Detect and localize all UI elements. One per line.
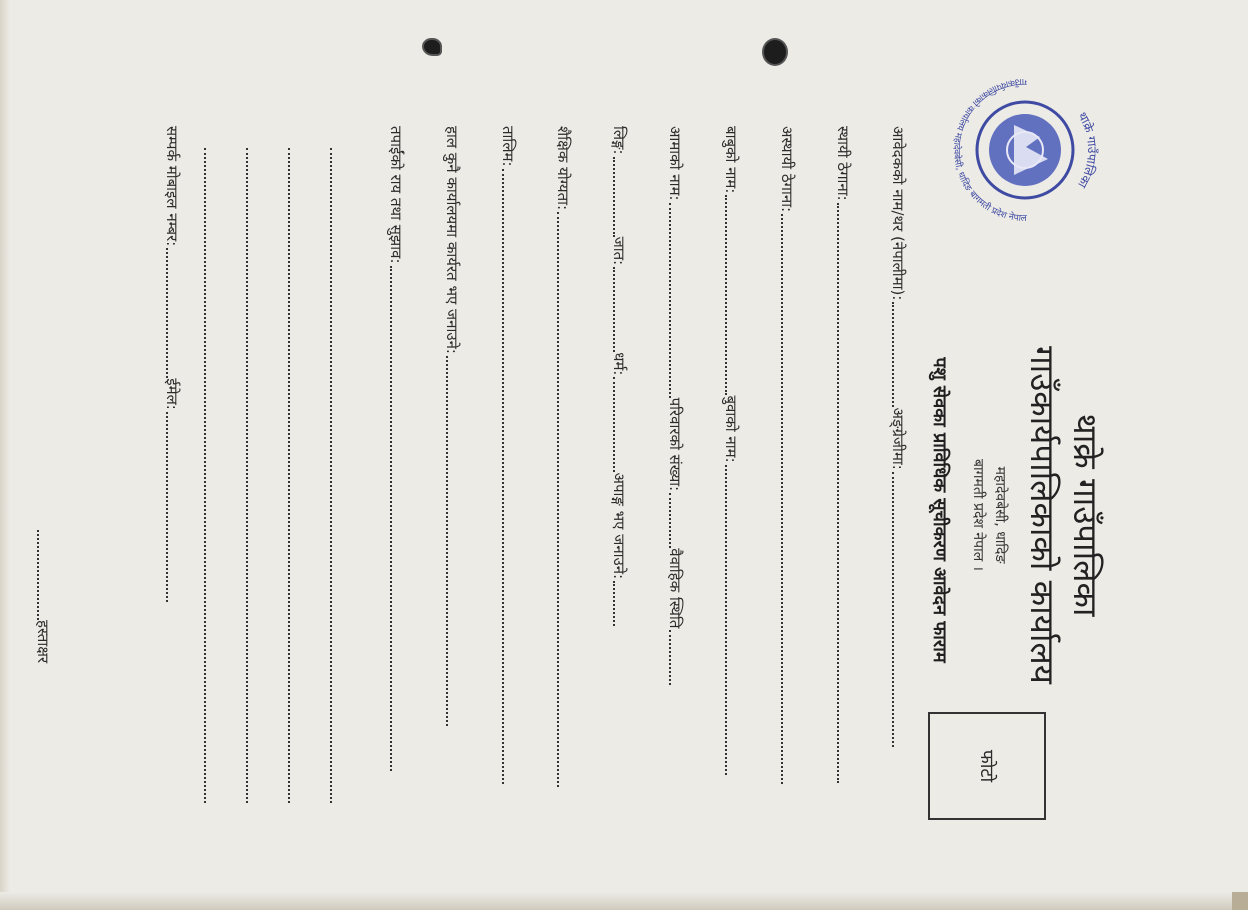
family-count-label: परिवारको संख्या: (666, 397, 684, 492)
signature-field[interactable] (37, 530, 39, 620)
mother-name-label: आमाको नाम: (666, 126, 684, 201)
gender-field[interactable] (613, 157, 615, 237)
blank-line[interactable] (330, 148, 332, 803)
svg-text:थाक्रे गाउँपालिका (1075, 110, 1099, 191)
temporary-address-row (777, 126, 799, 784)
disability-field[interactable] (613, 581, 615, 626)
form-title: पशु सेवका प्राविधिक सूचीकरण आवेदन फाराम (929, 357, 950, 663)
opinion-row (386, 126, 408, 771)
permanent-address-label: स्थायी ठेगाना: (834, 126, 852, 201)
seal-text-bottom: गाउँकार्यपालिकाको कार्यालय महादेवबेसी, धादिङ बागमती प्रदेश नेपाल (950, 75, 1027, 225)
marital-status-label: वैवाहिक स्थिति (666, 548, 684, 629)
grandfather-name-label: बुवाको नाम: (722, 395, 740, 463)
current-office-field[interactable] (446, 356, 448, 726)
family-count-field[interactable] (669, 493, 671, 548)
email-field[interactable] (166, 412, 168, 602)
religion-field[interactable] (613, 377, 615, 472)
marital-status-field[interactable] (669, 630, 671, 685)
training-label: तालिम: (499, 126, 517, 167)
photo-label: फोटो (976, 749, 997, 783)
current-office-label: हाल कुनै कार्यालयमा कार्यरत भए जनाउने: (443, 126, 461, 354)
address-line-2: बागमती प्रदेश नेपाल । (970, 459, 986, 571)
father-name-field[interactable] (725, 195, 727, 395)
municipality-seal-icon (940, 65, 1110, 235)
grandfather-name-field[interactable] (725, 465, 727, 775)
photo-box (928, 712, 1046, 820)
signature-label: हस्ताक्षर (34, 620, 52, 664)
religion-label: धर्म: (610, 352, 628, 376)
address-line-1: महादेवबेसी, धादिङ (992, 466, 1008, 564)
permanent-address-row (833, 126, 855, 783)
training-field[interactable] (502, 169, 504, 784)
temporary-address-field[interactable] (781, 214, 783, 784)
caste-label: जात: (610, 236, 628, 266)
office-title: गाउँकार्यपालिकाको कार्यालय (1023, 346, 1062, 684)
applicant-name-field[interactable] (892, 302, 894, 407)
applicant-name-en-field[interactable] (892, 472, 894, 747)
opinion-label: तपाईंको राय तथा सुझाव: (387, 126, 405, 264)
current-office-row (442, 126, 464, 726)
education-row (553, 126, 575, 787)
gender-label: लिङ्ग: (610, 126, 628, 155)
page-edge-bottom (0, 892, 1248, 910)
mother-name-field[interactable] (669, 203, 671, 398)
applicant-name-row (888, 126, 910, 747)
education-label: शैक्षिक योग्यता: (554, 126, 572, 211)
mobile-label: सम्पर्क मोबाइल नम्बर: (163, 126, 181, 247)
email-label: ईमेल: (163, 378, 181, 410)
signature-row (33, 530, 55, 665)
father-name-label: बाबुको नाम: (722, 126, 740, 194)
training-row (498, 126, 520, 784)
temporary-address-label: अस्थायी ठेगाना: (778, 126, 796, 213)
seal-text-top: थाक्रे गाउँपालिका (1075, 109, 1100, 191)
education-field[interactable] (557, 212, 559, 787)
blank-line[interactable] (246, 148, 248, 803)
application-form (0, 40, 1120, 840)
applicant-name-label: आवेदकको नाम/थर (नेपालीमा): (889, 126, 907, 301)
mobile-row (162, 126, 184, 602)
mother-name-row (665, 126, 687, 685)
applicant-name-en-label: अङ्ग्रेजीमा: (889, 407, 907, 470)
blank-line[interactable] (204, 148, 206, 803)
mobile-field[interactable] (166, 248, 168, 378)
gender-row (609, 126, 631, 626)
opinion-field[interactable] (390, 266, 392, 771)
caste-field[interactable] (613, 267, 615, 352)
father-name-row (721, 126, 743, 775)
disability-label: अपाङ्ग भए जनाउने: (610, 472, 628, 580)
permanent-address-field[interactable] (837, 203, 839, 783)
page-corner (1232, 892, 1248, 910)
blank-line[interactable] (288, 148, 290, 803)
municipality-title: थाक्रे गाउँपालिका (1066, 413, 1105, 617)
